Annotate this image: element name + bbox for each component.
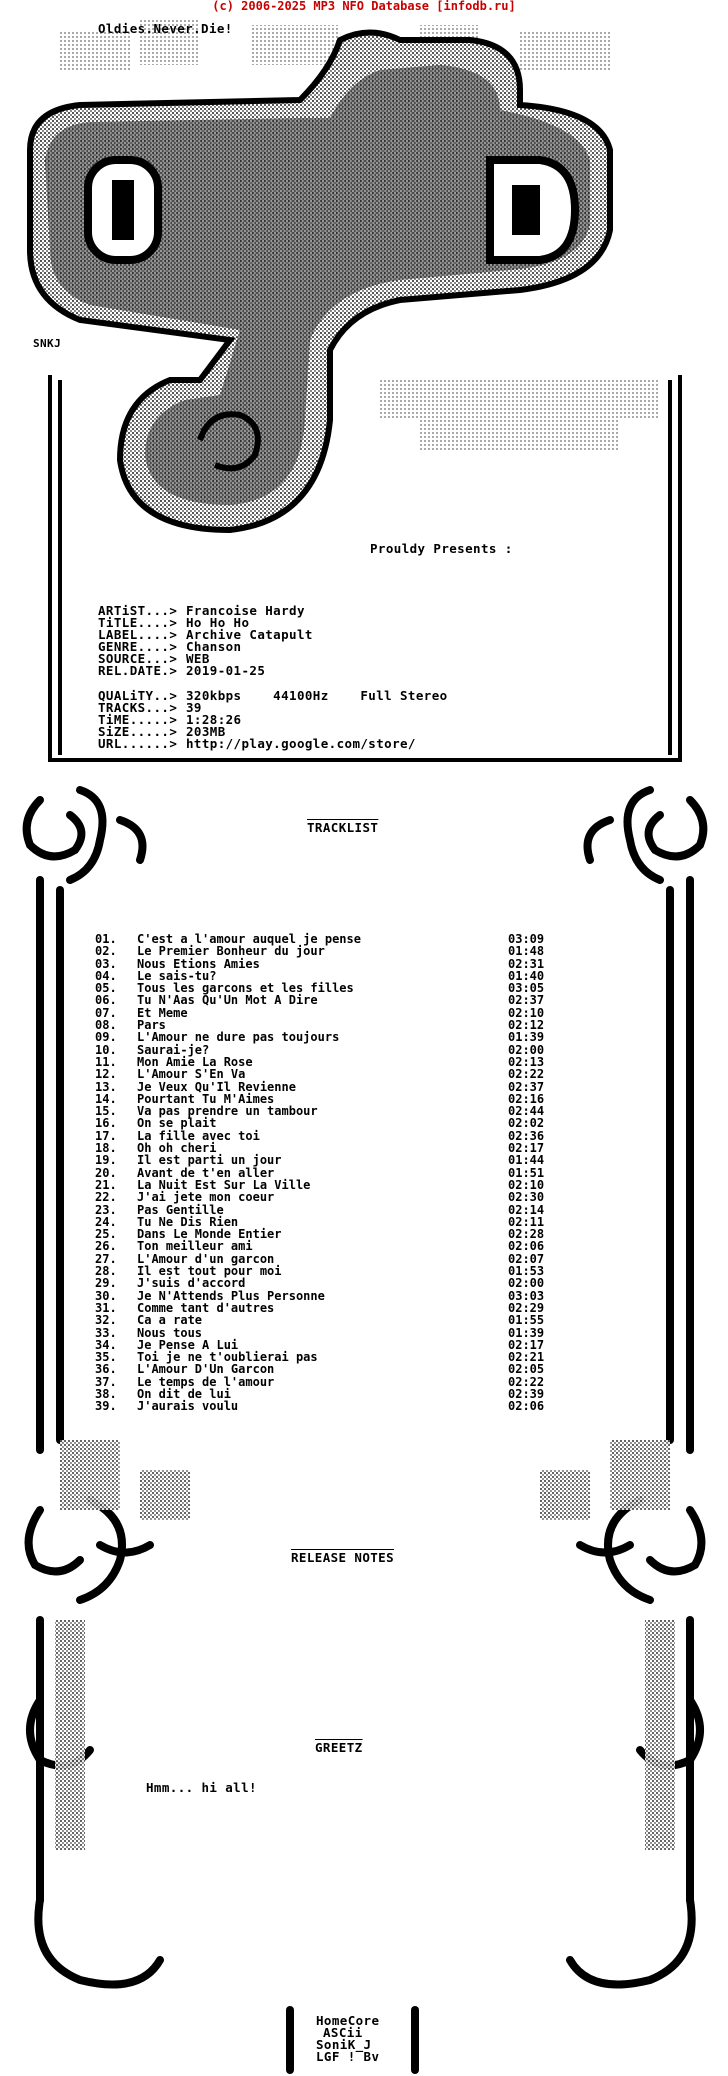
- track-duration: 02:05: [508, 1362, 545, 1377]
- track-duration: 02:36: [508, 1128, 545, 1143]
- track-duration: 01:55: [508, 1313, 545, 1328]
- track-duration: 01:40: [508, 968, 545, 983]
- track-title: Le Premier Bonheur du jour: [137, 944, 325, 959]
- track-duration: 02:14: [508, 1202, 545, 1217]
- track-number: 08.: [95, 1018, 117, 1033]
- info-quality-label: QUALiTY..>: [98, 688, 178, 703]
- track-number: 03.: [95, 956, 117, 971]
- credit-4: LGF ! Bv: [316, 2049, 380, 2064]
- credit-1: HomeCore: [316, 2013, 380, 2028]
- track-duration: 02:30: [508, 1190, 545, 1205]
- track-number: 16.: [95, 1116, 117, 1131]
- info-tracks-label: TRACKS...>: [98, 700, 178, 715]
- info-size-value: 203MB: [186, 724, 226, 739]
- track-duration: 02:44: [508, 1104, 545, 1119]
- track-title: J'suis d'accord: [137, 1276, 246, 1291]
- track-duration: 02:02: [508, 1116, 545, 1131]
- track-duration: 02:39: [508, 1386, 545, 1401]
- track-title: Oh oh cheri: [137, 1141, 217, 1156]
- track-title: L'Amour ne dure pas toujours: [137, 1030, 340, 1045]
- track-title: Le sais-tu?: [137, 968, 217, 983]
- track-title: On se plait: [137, 1116, 217, 1131]
- track-row: [95, 1313, 545, 1328]
- track-duration: 01:48: [508, 944, 545, 959]
- info-label-value: Archive Catapult: [186, 627, 313, 642]
- info-date-label: REL.DATE.>: [98, 663, 178, 678]
- info-date: [98, 665, 265, 677]
- info-label-label: LABEL....>: [98, 627, 178, 642]
- track-title: La fille avec toi: [137, 1128, 260, 1143]
- info-time-value: 1:28:26: [186, 712, 242, 727]
- track-duration: 02:22: [508, 1374, 545, 1389]
- track-title: Va pas prendre un tambour: [137, 1104, 318, 1119]
- track-number: 10.: [95, 1042, 117, 1057]
- track-number: 37.: [95, 1374, 117, 1389]
- track-row: [95, 1030, 545, 1045]
- track-duration: 03:03: [508, 1288, 545, 1303]
- tracklist-heading: TRACKLIST: [307, 820, 379, 835]
- track-number: 13.: [95, 1079, 117, 1094]
- track-row: [95, 1202, 545, 1217]
- track-duration: 02:00: [508, 1276, 545, 1291]
- track-row: [95, 1325, 545, 1340]
- info-title-label: TiTLE....>: [98, 615, 178, 630]
- credit-3: SoniK_J: [316, 2037, 372, 2052]
- info-genre-value: Chanson: [186, 639, 242, 654]
- info-tracks-value: 39: [186, 700, 202, 715]
- track-duration: 02:37: [508, 993, 545, 1008]
- track-number: 11.: [95, 1054, 117, 1069]
- track-number: 05.: [95, 981, 117, 996]
- track-number: 33.: [95, 1325, 117, 1340]
- track-duration: 02:10: [508, 1177, 545, 1192]
- track-duration: 02:10: [508, 1005, 545, 1020]
- track-title: Je Pense A Lui: [137, 1337, 239, 1352]
- track-duration: 02:13: [508, 1054, 545, 1069]
- track-title: Tu Ne Dis Rien: [137, 1214, 239, 1229]
- track-title: Je Veux Qu'Il Revienne: [137, 1079, 296, 1094]
- track-row: [95, 1067, 545, 1082]
- greetz-text: Hmm... hi all!: [146, 1780, 257, 1795]
- info-drips: [380, 380, 660, 450]
- artist-tag: SNKJ: [33, 337, 62, 350]
- track-title: Tous les garcons et les filles: [137, 981, 354, 996]
- track-row: [95, 1190, 545, 1205]
- track-title: Ca a rate: [137, 1313, 203, 1328]
- track-number: 07.: [95, 1005, 117, 1020]
- track-title: Pas Gentille: [137, 1202, 224, 1217]
- track-duration: 02:17: [508, 1337, 545, 1352]
- track-number: 38.: [95, 1386, 117, 1401]
- track-duration: 02:12: [508, 1018, 545, 1033]
- track-title: Comme tant d'autres: [137, 1300, 275, 1315]
- track-number: 35.: [95, 1350, 117, 1365]
- track-duration: 02:16: [508, 1091, 545, 1106]
- info-quality-value: 320kbps 44100Hz Full Stereo: [186, 688, 448, 703]
- track-row: [95, 1153, 545, 1168]
- info-source-value: WEB: [186, 651, 210, 666]
- track-title: Je N'Attends Plus Personne: [137, 1288, 325, 1303]
- track-title: Il est parti un jour: [137, 1153, 282, 1168]
- track-title: J'ai jete mon coeur: [137, 1190, 275, 1205]
- track-title: La Nuit Est Sur La Ville: [137, 1177, 311, 1192]
- track-duration: 02:06: [508, 1239, 545, 1254]
- track-row: [95, 1399, 545, 1414]
- track-number: 26.: [95, 1239, 117, 1254]
- track-number: 22.: [95, 1190, 117, 1205]
- track-title: Pourtant Tu M'Aimes: [137, 1091, 275, 1106]
- info-source-label: SOURCE...>: [98, 651, 178, 666]
- track-number: 28.: [95, 1264, 117, 1279]
- track-number: 09.: [95, 1030, 117, 1045]
- track-title: Ton meilleur ami: [137, 1239, 253, 1254]
- track-title: L'Amour D'Un Garcon: [137, 1362, 275, 1377]
- track-duration: 02:37: [508, 1079, 545, 1094]
- track-title: Dans Le Monde Entier: [137, 1227, 282, 1242]
- track-number: 29.: [95, 1276, 117, 1291]
- credit-2: ASCii: [323, 2025, 363, 2040]
- track-duration: 02:07: [508, 1251, 545, 1266]
- track-number: 34.: [95, 1337, 117, 1352]
- track-row: [95, 1239, 545, 1254]
- track-number: 06.: [95, 993, 117, 1008]
- track-duration: 02:22: [508, 1067, 545, 1082]
- track-row: [95, 1362, 545, 1377]
- track-number: 32.: [95, 1313, 117, 1328]
- track-title: Saurai-je?: [137, 1042, 210, 1057]
- info-artist-label: ARTiST...>: [98, 603, 178, 618]
- track-row: [95, 993, 545, 1008]
- track-duration: 03:05: [508, 981, 545, 996]
- track-title: Pars: [137, 1018, 166, 1033]
- track-duration: 01:53: [508, 1264, 545, 1279]
- track-duration: 01:44: [508, 1153, 545, 1168]
- track-duration: 02:21: [508, 1350, 545, 1365]
- track-title: Nous tous: [137, 1325, 203, 1340]
- track-number: 19.: [95, 1153, 117, 1168]
- info-url-value[interactable]: http://play.google.com/store/: [186, 736, 416, 751]
- track-duration: 02:31: [508, 956, 545, 971]
- track-number: 24.: [95, 1214, 117, 1229]
- track-number: 20.: [95, 1165, 117, 1180]
- track-title: L'Amour d'un garcon: [137, 1251, 275, 1266]
- track-number: 23.: [95, 1202, 117, 1217]
- track-duration: 02:17: [508, 1141, 545, 1156]
- track-title: Toi je ne t'oublierai pas: [137, 1350, 318, 1365]
- info-date-value: 2019-01-25: [186, 663, 266, 678]
- track-number: 39.: [95, 1399, 117, 1414]
- track-duration: 01:51: [508, 1165, 545, 1180]
- track-number: 02.: [95, 944, 117, 959]
- info-genre-label: GENRE....>: [98, 639, 178, 654]
- logo-art: [30, 33, 610, 531]
- track-title: Et Meme: [137, 1005, 188, 1020]
- track-duration: 01:39: [508, 1030, 545, 1045]
- copyright-header: (c) 2006-2025 MP3 NFO Database [infodb.ru]: [212, 0, 516, 13]
- track-row: [95, 1116, 545, 1131]
- track-number: 15.: [95, 1104, 117, 1119]
- tagline: Oldies.Never.Die!: [98, 21, 233, 36]
- track-number: 36.: [95, 1362, 117, 1377]
- track-number: 12.: [95, 1067, 117, 1082]
- track-number: 21.: [95, 1177, 117, 1192]
- track-title: Nous Etions Amies: [137, 956, 260, 971]
- track-duration: 02:00: [508, 1042, 545, 1057]
- track-title: Tu N'Aas Qu'Un Mot A Dire: [137, 993, 318, 1008]
- track-number: 04.: [95, 968, 117, 983]
- track-title: Il est tout pour moi: [137, 1264, 282, 1279]
- track-number: 31.: [95, 1300, 117, 1315]
- info-title-value: Ho Ho Ho: [186, 615, 250, 630]
- track-duration: 01:39: [508, 1325, 545, 1340]
- track-title: Le temps de l'amour: [137, 1374, 275, 1389]
- track-title: On dit de lui: [137, 1386, 231, 1401]
- track-duration: 02:06: [508, 1399, 545, 1414]
- track-number: 27.: [95, 1251, 117, 1266]
- track-row: [95, 944, 545, 959]
- info-size-label: SiZE.....>: [98, 724, 178, 739]
- info-url: [98, 738, 416, 750]
- track-row: [95, 1079, 545, 1094]
- greetz-heading: GREETZ: [315, 1740, 363, 1755]
- info-artist-value: Francoise Hardy: [186, 603, 305, 618]
- track-number: 01.: [95, 932, 117, 946]
- presents-line: Prouldy Presents :: [370, 541, 513, 556]
- info-url-label: URL......>: [98, 736, 178, 751]
- track-title: Avant de t'en aller: [137, 1165, 275, 1180]
- track-number: 18.: [95, 1141, 117, 1156]
- tracklist: [95, 932, 545, 1414]
- track-number: 17.: [95, 1128, 117, 1143]
- track-title: J'aurais voulu: [137, 1399, 239, 1414]
- track-duration: 02:28: [508, 1227, 545, 1242]
- track-duration: 02:29: [508, 1300, 545, 1315]
- track-title: L'Amour S'En Va: [137, 1067, 246, 1082]
- track-row: [95, 1276, 545, 1291]
- track-number: 14.: [95, 1091, 117, 1106]
- release-notes-heading: RELEASE NOTES: [291, 1550, 395, 1565]
- track-number: 25.: [95, 1227, 117, 1242]
- track-number: 30.: [95, 1288, 117, 1303]
- track-duration: 02:11: [508, 1214, 545, 1229]
- info-time-label: TiME.....>: [98, 712, 178, 727]
- track-duration: 03:09: [508, 932, 545, 946]
- track-title: Mon Amie La Rose: [137, 1054, 253, 1069]
- track-title: C'est a l'amour auquel je pense: [137, 932, 361, 946]
